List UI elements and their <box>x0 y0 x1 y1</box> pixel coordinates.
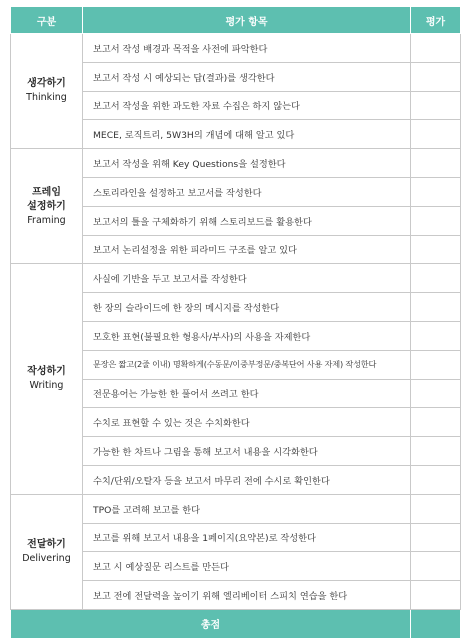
item-text: 보고서 작성 배경과 목적을 사전에 파악한다 <box>83 34 411 63</box>
item-text: 사실에 기반을 두고 보고서를 작성한다 <box>83 264 411 293</box>
category-english: Writing <box>29 380 64 392</box>
item-text: 스토리라인을 설정하고 보고서를 작성한다 <box>83 177 411 206</box>
score-cell[interactable] <box>411 264 461 293</box>
score-cell[interactable] <box>411 62 461 91</box>
item-text: 전문용어는 가능한 한 풀어서 쓰려고 한다 <box>83 379 411 408</box>
header-score: 평가 <box>411 7 461 34</box>
score-cell[interactable] <box>411 379 461 408</box>
item-text: 보고서 논리설정을 위한 피라미드 구조를 알고 있다 <box>83 235 411 264</box>
item-text: 보고 전에 전달력을 높이기 위해 엘리베이터 스피치 연습을 한다 <box>83 581 411 610</box>
table-row <box>11 264 461 293</box>
table-row <box>11 494 461 523</box>
category-writing <box>11 264 83 494</box>
item-text: MECE, 로직트리, 5W3H의 개념에 대해 알고 있다 <box>83 120 411 149</box>
table-row <box>11 149 461 178</box>
category-english: Thinking <box>26 92 67 104</box>
category-thinking <box>11 34 83 149</box>
item-text: 문장은 짧고(2줄 이내) 명확하게(수동문/이중부정문/중복단어 사용 자제) 작성한다 <box>83 350 411 379</box>
score-cell[interactable] <box>411 206 461 235</box>
item-text: 모호한 표현(불필요한 형용사/부사)의 사용을 자제한다 <box>83 321 411 350</box>
category-english: Delivering <box>22 553 71 565</box>
score-cell[interactable] <box>411 465 461 494</box>
score-cell[interactable] <box>411 177 461 206</box>
item-text: 보고서 작성을 위한 과도한 자료 수집은 하지 않는다 <box>83 91 411 120</box>
category-korean: 작성하기 <box>27 366 66 378</box>
score-cell[interactable] <box>411 293 461 322</box>
item-text: 보고를 위해 보고서 내용을 1페이지(요약본)로 작성한다 <box>83 523 411 552</box>
score-cell[interactable] <box>411 350 461 379</box>
item-text: 가능한 한 차트나 그림을 통해 보고서 내용을 시각화한다 <box>83 437 411 466</box>
item-text: 한 장의 슬라이드에 한 장의 메시지를 작성한다 <box>83 293 411 322</box>
score-cell[interactable] <box>411 581 461 610</box>
header-category: 구분 <box>11 7 83 34</box>
score-cell[interactable] <box>411 34 461 63</box>
item-text: 보고서 작성 시 예상되는 답(결과)를 생각한다 <box>83 62 411 91</box>
item-text: 보고서 작성을 위해 Key Questions을 설정한다 <box>83 149 411 178</box>
item-text: 수치로 표현할 수 있는 것은 수치화한다 <box>83 408 411 437</box>
item-text: TPO를 고려해 보고를 한다 <box>83 494 411 523</box>
total-row <box>11 609 461 638</box>
score-cell[interactable] <box>411 437 461 466</box>
table-row <box>11 34 461 63</box>
score-cell[interactable] <box>411 494 461 523</box>
item-text: 보고서의 틀을 구체화하기 위해 스토리보드를 활용한다 <box>83 206 411 235</box>
category-korean: 생각하기 <box>27 78 66 90</box>
score-cell[interactable] <box>411 408 461 437</box>
header-row <box>11 7 461 34</box>
category-korean: 전달하기 <box>27 539 66 551</box>
category-framing <box>11 149 83 264</box>
score-cell[interactable] <box>411 321 461 350</box>
category-delivering <box>11 494 83 609</box>
score-cell[interactable] <box>411 235 461 264</box>
header-item: 평가 항목 <box>83 7 411 34</box>
evaluation-table <box>10 6 461 639</box>
score-cell[interactable] <box>411 149 461 178</box>
category-korean: 프레임 설정하기 <box>27 186 66 212</box>
score-cell[interactable] <box>411 523 461 552</box>
total-label: 총점 <box>11 609 411 638</box>
score-cell[interactable] <box>411 552 461 581</box>
item-text: 보고 시 예상질문 리스트를 만든다 <box>83 552 411 581</box>
total-score-cell[interactable] <box>411 609 461 638</box>
category-english: Framing <box>27 214 66 226</box>
item-text: 수치/단위/오탈자 등을 보고서 마무리 전에 수시로 확인한다 <box>83 465 411 494</box>
score-cell[interactable] <box>411 120 461 149</box>
score-cell[interactable] <box>411 91 461 120</box>
